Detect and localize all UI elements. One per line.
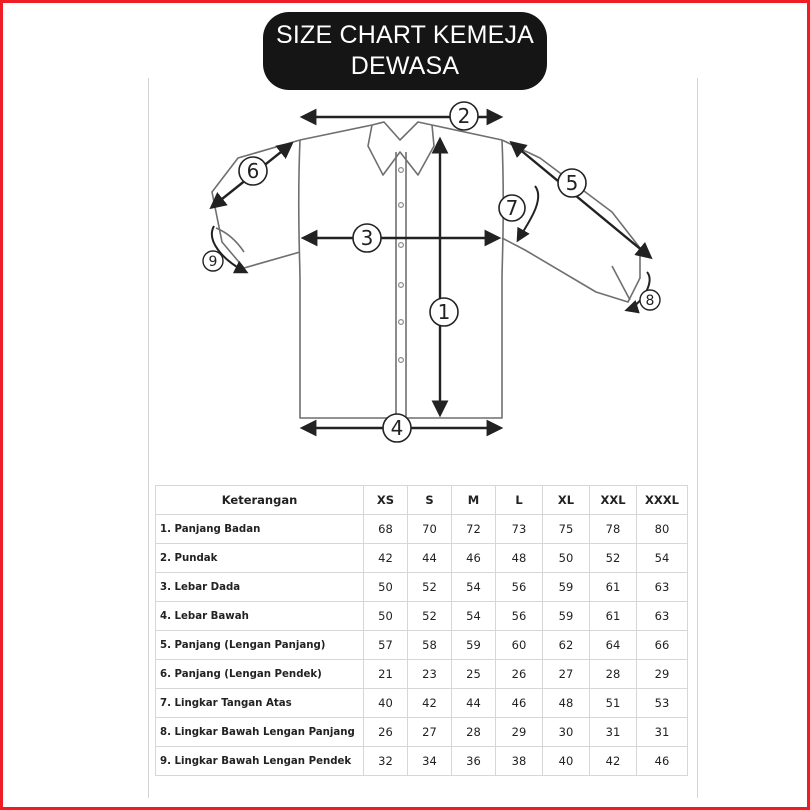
marker-6 [239,157,267,185]
marker-9 [203,251,223,271]
row-label: 8. Lingkar Bawah Lengan Panjang [156,718,364,747]
size-value-cell: 57 [364,631,408,660]
svg-text:5: 5 [565,171,579,195]
size-value-cell: 59 [452,631,496,660]
size-value-cell: 40 [364,689,408,718]
size-value-cell: 46 [452,544,496,573]
size-value-cell: 40 [543,747,590,776]
table-row [156,660,688,689]
title-line-2: DEWASA [350,52,460,80]
size-value-cell: 56 [496,602,543,631]
size-value-cell: 31 [637,718,688,747]
size-value-cell: 26 [496,660,543,689]
title-line-1: SIZE CHART KEMEJA [275,21,535,49]
size-value-cell: 58 [408,631,452,660]
size-value-cell: 26 [364,718,408,747]
size-value-cell: 62 [543,631,590,660]
row-label: 2. Pundak [156,544,364,573]
size-value-cell: 42 [364,544,408,573]
header-size-xs: XS [364,486,408,515]
table-row [156,631,688,660]
size-value-cell: 27 [543,660,590,689]
measurement-arrows [212,117,650,428]
marker-4 [383,414,411,442]
size-value-cell: 48 [496,544,543,573]
size-value-cell: 28 [590,660,637,689]
size-value-cell: 54 [452,573,496,602]
size-value-cell: 42 [408,689,452,718]
marker-7 [499,195,525,221]
size-value-cell: 46 [496,689,543,718]
marker-8 [640,290,660,310]
size-value-cell: 72 [452,515,496,544]
svg-text:3: 3 [360,226,374,250]
row-label: 3. Lebar Dada [156,573,364,602]
size-value-cell: 61 [590,573,637,602]
shirt-outline [212,122,640,418]
size-value-cell: 68 [364,515,408,544]
size-value-cell: 34 [408,747,452,776]
size-value-cell: 32 [364,747,408,776]
table-header-row [156,486,688,515]
table-row [156,515,688,544]
marker-1 [430,298,458,326]
size-value-cell: 50 [364,573,408,602]
size-value-cell: 59 [543,602,590,631]
table-row [156,544,688,573]
svg-text:6: 6 [246,159,260,183]
svg-text:2: 2 [457,104,471,128]
size-value-cell: 44 [408,544,452,573]
size-value-cell: 51 [590,689,637,718]
size-value-cell: 64 [590,631,637,660]
header-size-xl: XL [543,486,590,515]
table-row [156,747,688,776]
size-value-cell: 59 [543,573,590,602]
row-label: 1. Panjang Badan [156,515,364,544]
header-size-xxxl: XXXL [637,486,688,515]
size-value-cell: 52 [590,544,637,573]
header-size-s: S [408,486,452,515]
svg-text:8: 8 [645,293,655,309]
row-label: 4. Lebar Bawah [156,602,364,631]
size-value-cell: 28 [452,718,496,747]
size-value-cell: 52 [408,602,452,631]
size-value-cell: 73 [496,515,543,544]
size-value-cell: 80 [637,515,688,544]
row-label: 7. Lingkar Tangan Atas [156,689,364,718]
size-value-cell: 44 [452,689,496,718]
size-value-cell: 56 [496,573,543,602]
size-value-cell: 29 [637,660,688,689]
svg-text:4: 4 [390,416,404,440]
size-value-cell: 29 [496,718,543,747]
size-value-cell: 70 [408,515,452,544]
size-value-cell: 46 [637,747,688,776]
svg-text:9: 9 [208,254,218,270]
size-value-cell: 23 [408,660,452,689]
shirt-buttons [399,168,404,363]
size-value-cell: 25 [452,660,496,689]
row-label: 6. Panjang (Lengan Pendek) [156,660,364,689]
table-row [156,602,688,631]
size-value-cell: 78 [590,515,637,544]
size-value-cell: 31 [590,718,637,747]
svg-text:1: 1 [437,300,451,324]
size-value-cell: 63 [637,602,688,631]
size-value-cell: 27 [408,718,452,747]
table-row [156,718,688,747]
table-row [156,573,688,602]
row-label: 9. Lingkar Bawah Lengan Pendek [156,747,364,776]
row-label: 5. Panjang (Lengan Panjang) [156,631,364,660]
marker-5 [558,169,586,197]
size-value-cell: 53 [637,689,688,718]
size-value-cell: 50 [364,602,408,631]
size-value-cell: 30 [543,718,590,747]
marker-3 [353,224,381,252]
header-size-l: L [496,486,543,515]
size-value-cell: 54 [637,544,688,573]
header-keterangan: Keterangan [156,486,364,515]
size-value-cell: 38 [496,747,543,776]
size-value-cell: 50 [543,544,590,573]
size-value-cell: 54 [452,602,496,631]
marker-2 [450,102,478,130]
size-value-cell: 42 [590,747,637,776]
header-size-xxl: XXL [590,486,637,515]
size-value-cell: 21 [364,660,408,689]
size-value-cell: 75 [543,515,590,544]
table-row [156,689,688,718]
header-size-m: M [452,486,496,515]
size-value-cell: 52 [408,573,452,602]
size-value-cell: 60 [496,631,543,660]
size-table [155,485,688,776]
size-value-cell: 61 [590,602,637,631]
size-value-cell: 36 [452,747,496,776]
size-value-cell: 66 [637,631,688,660]
size-value-cell: 63 [637,573,688,602]
svg-text:7: 7 [505,196,519,220]
size-value-cell: 48 [543,689,590,718]
